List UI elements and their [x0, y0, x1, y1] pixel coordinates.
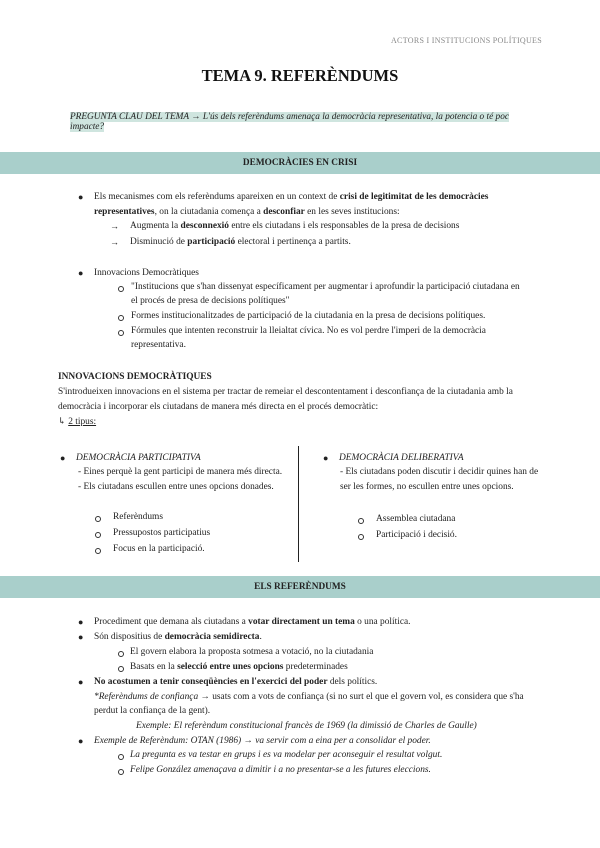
bullet-text: No acostumen a tenir conseqüències en l'exercici del poder dels polítics. [94, 677, 378, 687]
bullet-marker: ● [60, 453, 66, 463]
column-title: DEMOCRÀCIA DELIBERATIVA [339, 453, 464, 463]
column-title: DEMOCRÀCIA PARTICIPATIVA [76, 453, 201, 463]
key-question-text: PREGUNTA CLAU DEL TEMA → L'ús dels referèndums amenaça la democràcia representativa, la potencia o té poc impacte? [70, 112, 509, 132]
circle-bullet [358, 518, 364, 524]
sub-item: Basats en la selecció entre unes opcions predeterminades [130, 662, 348, 672]
list-item: Participació i decisió. [376, 530, 457, 540]
paragraph: democràcia i incorporar els ciutadans de manera més directa en el procés democràtic: [58, 402, 379, 412]
sub-item: El govern elabora la proposta sotmesa a votació, no la ciutadania [130, 647, 374, 657]
bullet-marker: ● [323, 453, 329, 463]
circle-bullet [118, 330, 124, 336]
column-text: ser les formes, no escullen entre unes opcions. [340, 482, 514, 492]
circle-bullet [118, 651, 124, 657]
sub-item: La pregunta es va testar en grups i es va modelar per aconseguir el resultat volgut. [130, 750, 443, 760]
running-header: ACTORS I INSTITUCIONS POLÍTIQUES [390, 36, 542, 45]
page-title: TEMA 9. REFERÈNDUMS [201, 66, 399, 85]
bullet-marker: ● [78, 617, 84, 627]
note-text: perdut la confiança de la gent). [94, 706, 211, 716]
section-heading: DEMOCRÀCIES EN CRISI [242, 158, 358, 168]
sub-item: el procés de presa de decisions polítiques" [131, 296, 290, 306]
bullet-marker: ● [78, 192, 84, 202]
circle-bullet [118, 286, 124, 292]
circle-bullet [118, 666, 124, 672]
sub-item: Felipe González amenaçava a dimitir i a no presentar-se a les futures eleccions. [130, 765, 431, 775]
column-text: - Eines perquè la gent participi de manera més directa. [78, 467, 283, 477]
bullet-text: Exemple de Referèndum: OTAN (1986) → va servir com a eina per a consolidar el poder. [94, 736, 431, 746]
arrow-icon: → [110, 221, 119, 231]
column-text: - Els ciutadans poden discutir i decidir quines han de [340, 467, 539, 477]
bullet-text: Són dispositius de democràcia semidirecta. [94, 632, 262, 642]
section-heading: ELS REFERÈNDUMS [254, 582, 346, 592]
bullet-marker: ● [78, 268, 84, 278]
section-band-democracies [0, 152, 600, 174]
bullet-text: Els mecanismes com els referèndums apareixen en un context de crisi de legitimitat de les democràcies [94, 192, 489, 202]
list-item: Assemblea ciutadana [376, 514, 456, 524]
bullet-text: Procediment que demana als ciutadans a votar directament un tema o una política. [94, 617, 411, 627]
sub-item: Fórmules que intenten reconstruir la lleialtat cívica. No es vol perdre l'imperi de la democràcia [131, 326, 486, 336]
circle-bullet [118, 754, 124, 760]
column-divider [298, 446, 299, 562]
bullet-text: representatives, on la ciutadania comença a desconfiar en les seves institucions: [94, 207, 400, 217]
circle-bullet [118, 315, 124, 321]
bullet-marker: ● [78, 677, 84, 687]
arrow-item: Augmenta la desconnexió entre els ciutadans i els responsables de la presa de decisions [130, 221, 460, 231]
paragraph: S'introdueixen innovacions en el sistema per tractar de remeiar el descontentament i desconfiança de la ciutadania amb la [58, 387, 513, 397]
subheading: INNOVACIONS DEMOCRÀTIQUES [58, 372, 212, 382]
return-arrow-icon: ↳ [58, 417, 66, 427]
sub-item: "Institucions que s'han dissenyat específicament per augmentar i aprofundir la participació ciutadana en [131, 282, 520, 292]
example-text: Exemple: El referèndum constitucional francès de 1969 (la dimissió de Charles de Gaulle) [136, 721, 477, 731]
bullet-marker: ● [78, 736, 84, 746]
section-band-referendums [0, 576, 600, 598]
note-text: *Referèndums de confiança → usats com a vots de confiança (si no surt el que el govern vol, es considera que s'ha [94, 692, 524, 702]
key-question [70, 112, 530, 132]
arrow-icon: → [110, 237, 119, 247]
circle-bullet [358, 534, 364, 540]
circle-bullet [118, 769, 124, 775]
list-item: Focus en la participació. [113, 544, 205, 554]
circle-bullet [95, 532, 101, 538]
bullet-text: Innovacions Democràtiques [94, 268, 199, 278]
list-item: Referèndums [113, 512, 163, 522]
column-text: - Els ciutadans escullen entre unes opcions donades. [78, 482, 274, 492]
sub-item: Formes institucionalitzades de participació de la ciutadania en la presa de decisions polítiques. [131, 311, 486, 321]
list-item: Pressupostos participatius [113, 528, 211, 538]
circle-bullet [95, 548, 101, 554]
bullet-marker: ● [78, 632, 84, 642]
arrow-item: Disminució de participació electoral i pertinença a partits. [130, 237, 351, 247]
sub-item: representativa. [131, 340, 186, 350]
types-label: ↳ 2 tipus: [58, 417, 97, 427]
circle-bullet [95, 516, 101, 522]
